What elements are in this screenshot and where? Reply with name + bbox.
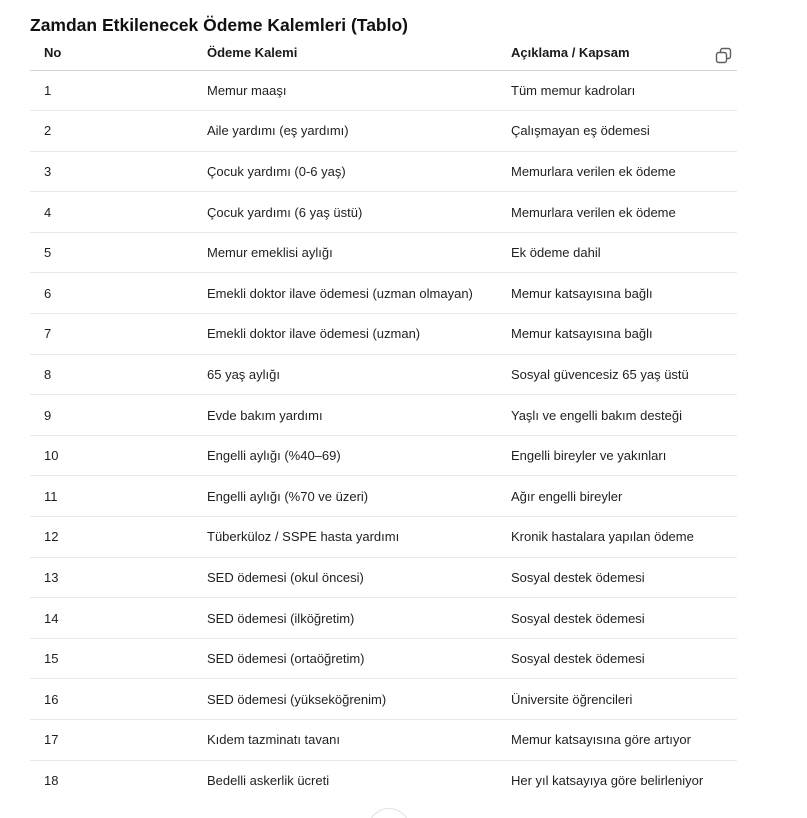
page-title: Zamdan Etkilenecek Ödeme Kalemleri (Tablo) [30, 15, 408, 35]
cell-no: 13 [30, 557, 193, 598]
table-row [30, 638, 737, 679]
cell-desc: Engelli bireyler ve yakınları [497, 435, 737, 476]
table-row [30, 557, 737, 598]
cell-item: Çocuk yardımı (0-6 yaş) [193, 151, 497, 192]
column-header-no: No [30, 44, 193, 70]
table-row [30, 192, 737, 233]
cell-no: 8 [30, 354, 193, 395]
cell-no: 2 [30, 111, 193, 152]
cell-item: SED ödemesi (yükseköğrenim) [193, 679, 497, 720]
cell-no: 4 [30, 192, 193, 233]
cell-no: 3 [30, 151, 193, 192]
table-row [30, 111, 737, 152]
table-row [30, 273, 737, 314]
table-row [30, 517, 737, 558]
cell-desc: Sosyal güvencesiz 65 yaş üstü [497, 354, 737, 395]
cell-item: Çocuk yardımı (6 yaş üstü) [193, 192, 497, 233]
cell-no: 5 [30, 232, 193, 273]
cell-desc: Kronik hastalara yapılan ödeme [497, 517, 737, 558]
table-row [30, 679, 737, 720]
cell-item: Aile yardımı (eş yardımı) [193, 111, 497, 152]
cell-no: 12 [30, 517, 193, 558]
cell-item: 65 yaş aylığı [193, 354, 497, 395]
cell-item: Memur emeklisi aylığı [193, 232, 497, 273]
cell-item: Bedelli askerlik ücreti [207, 773, 330, 789]
scroll-down-button[interactable] [368, 808, 410, 818]
table-row [30, 151, 737, 192]
cell-item: SED ödemesi (okul öncesi) [193, 557, 497, 598]
cell-item: Memur maaşı [193, 70, 497, 111]
table-row [30, 598, 737, 639]
cell-desc: Memur katsayısına bağlı [497, 314, 737, 355]
cell-no: 10 [30, 435, 193, 476]
table-row [30, 314, 737, 355]
cell-desc: Tüm memur kadroları [497, 70, 737, 111]
cell-no: 6 [30, 273, 193, 314]
cell-no: 14 [30, 598, 193, 639]
table-header-row [30, 44, 737, 70]
table-row [30, 720, 737, 761]
cell-desc: Memur katsayısına bağlı [497, 273, 737, 314]
table-row [30, 760, 737, 801]
payments-table [30, 44, 737, 801]
cell-desc: Memur katsayısına göre artıyor [497, 720, 737, 761]
cell-desc: Çalışmayan eş ödemesi [497, 111, 737, 152]
cell-no: 11 [30, 476, 193, 517]
cell-desc: Ağır engelli bireyler [497, 476, 737, 517]
cell-no: 16 [30, 679, 193, 720]
cell-item: Engelli aylığı (%40–69) [193, 435, 497, 476]
cell-desc: Sosyal destek ödemesi [497, 557, 737, 598]
cell-item: Emekli doktor ilave ödemesi (uzman) [193, 314, 497, 355]
cell-desc: Ek ödeme dahil [497, 232, 737, 273]
cell-desc: Sosyal destek ödemesi [497, 638, 737, 679]
cell-no: 15 [30, 638, 193, 679]
cell-desc: Yaşlı ve engelli bakım desteği [497, 395, 737, 436]
table-body [30, 70, 737, 801]
cell-no: 17 [30, 720, 193, 761]
table-row [30, 232, 737, 273]
cell-item: Evde bakım yardımı [193, 395, 497, 436]
cell-item: SED ödemesi (ilköğretim) [193, 598, 497, 639]
table-row [30, 395, 737, 436]
cell-no: 9 [30, 395, 193, 436]
cell-item: Emekli doktor ilave ödemesi (uzman olmayan) [193, 273, 497, 314]
cell-desc: Memurlara verilen ek ödeme [497, 192, 737, 233]
cell-desc: Her yıl katsayıya göre belirleniyor [511, 773, 704, 789]
table-row [30, 476, 737, 517]
cell-item: Tüberküloz / SSPE hasta yardımı [193, 517, 497, 558]
cell-item: SED ödemesi (ortaöğretim) [193, 638, 497, 679]
cell-desc: Memurlara verilen ek ödeme [497, 151, 737, 192]
cell-desc: Sosyal destek ödemesi [497, 598, 737, 639]
column-header-item: Ödeme Kalemi [193, 44, 497, 70]
cell-no: 7 [30, 314, 193, 355]
cell-item: Kıdem tazminatı tavanı [193, 720, 497, 761]
cell-desc: Üniversite öğrencileri [497, 679, 737, 720]
cell-no: 18 [44, 773, 59, 789]
column-header-desc: Açıklama / Kapsam [497, 44, 737, 70]
table-row [30, 70, 737, 111]
payments-table-container [30, 44, 737, 801]
cell-no: 1 [30, 70, 193, 111]
cell-item: Engelli aylığı (%70 ve üzeri) [193, 476, 497, 517]
table-row [30, 354, 737, 395]
table-row [30, 435, 737, 476]
